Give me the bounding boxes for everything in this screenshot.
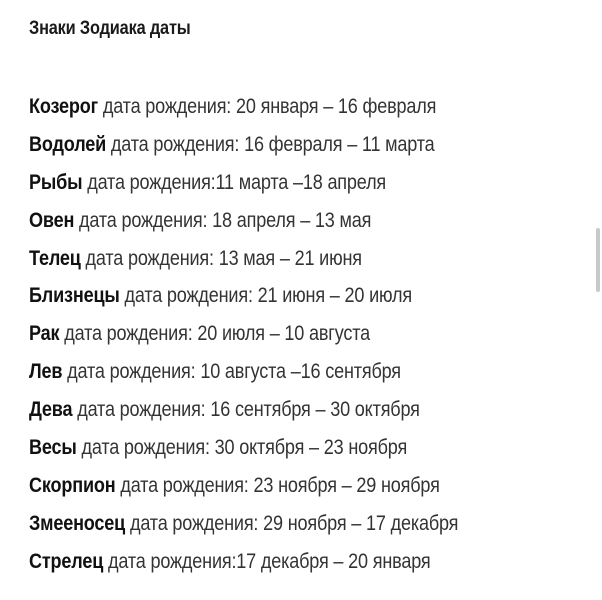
sign-name: Стрелец xyxy=(29,549,104,573)
sign-dates: дата рождения:11 марта –18 апреля xyxy=(82,170,387,194)
sign-dates: дата рождения: 20 июля – 10 августа xyxy=(59,322,370,346)
sign-dates: дата рождения:17 декабря – 20 января xyxy=(103,549,431,573)
sign-dates: дата рождения: 18 апреля – 13 мая xyxy=(74,208,372,232)
list-item xyxy=(29,205,458,243)
sign-name: Весы xyxy=(29,436,77,460)
sign-dates: дата рождения: 16 сентября – 30 октября xyxy=(72,398,420,422)
list-item xyxy=(29,91,458,129)
list-item xyxy=(29,394,458,432)
page-title: Знаки Зодиака даты xyxy=(29,18,191,39)
zodiac-list xyxy=(29,91,528,584)
list-item xyxy=(29,470,458,508)
sign-dates: дата рождения: 30 октября – 23 ноября xyxy=(76,436,408,460)
list-item xyxy=(29,546,458,584)
list-item xyxy=(29,167,458,205)
sign-name: Лев xyxy=(29,360,63,384)
list-item xyxy=(29,432,458,470)
sign-dates: дата рождения: 21 июня – 20 июля xyxy=(119,284,412,308)
sign-name: Козерог xyxy=(29,95,98,118)
sign-dates: дата рождения: 10 августа –16 сентября xyxy=(62,360,401,384)
sign-name: Овен xyxy=(29,208,75,232)
sign-name: Скорпион xyxy=(29,473,116,497)
list-item xyxy=(29,318,458,356)
sign-dates: дата рождения: 20 января – 16 февраля xyxy=(97,95,437,118)
list-item xyxy=(29,243,458,281)
sign-dates: дата рождения: 16 февраля – 11 марта xyxy=(106,132,435,156)
sign-dates: дата рождения: 23 ноября – 29 ноября xyxy=(115,473,440,497)
list-item xyxy=(29,356,458,394)
scrollbar-thumb[interactable] xyxy=(596,228,600,292)
sign-dates: дата рождения: 29 ноября – 17 декабря xyxy=(125,511,459,535)
sign-name: Змееносец xyxy=(29,511,126,535)
sign-dates: дата рождения: 13 мая – 21 июня xyxy=(80,246,362,270)
sign-name: Телец xyxy=(29,246,81,270)
sign-name: Рыбы xyxy=(29,170,83,194)
list-item xyxy=(29,129,458,167)
list-item xyxy=(29,508,458,546)
sign-name: Рак xyxy=(29,322,60,346)
sign-name: Близнецы xyxy=(29,284,120,308)
sign-name: Дева xyxy=(29,398,73,422)
sign-name: Водолей xyxy=(29,132,107,156)
list-item xyxy=(29,280,458,318)
